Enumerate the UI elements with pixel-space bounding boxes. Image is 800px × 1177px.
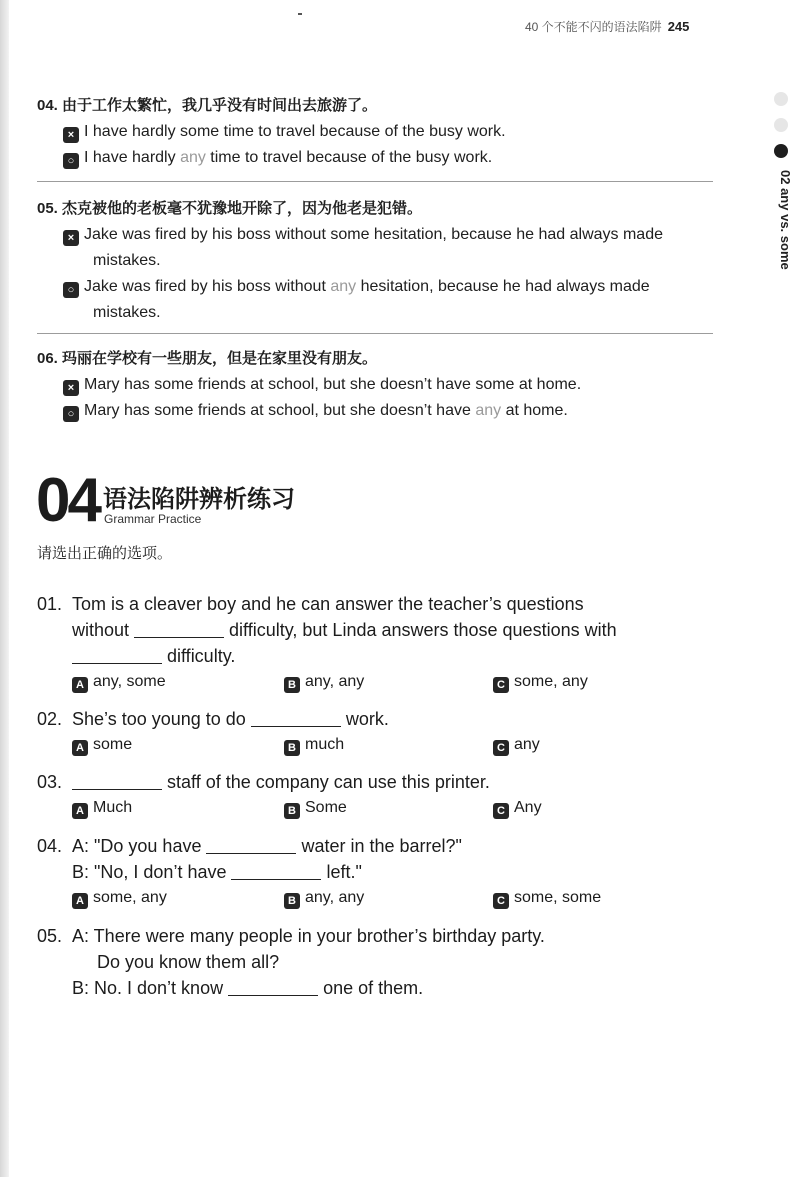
exercise-item: 05. A: There were many people in your brother’s birthday party. Do you know them all? B: No. I don’t know one of them. [37,923,727,1001]
example-question: 05. 杰克被他的老板毫不犹豫地开除了，因为他老是犯错。 [37,200,423,217]
option-a[interactable]: A some, any [72,885,167,911]
exercise-item: 02. She’s too young to do work. A some B much C any [37,706,727,756]
option-a-icon: A [72,803,88,819]
example-question: 06. 玛丽在学校有一些朋友，但是在家里没有朋友。 [37,350,378,367]
wrong-mark-icon: × [63,230,79,246]
option-c[interactable]: C any [493,732,540,758]
option-b-icon: B [284,677,300,693]
option-c-icon: C [493,893,509,909]
option-b[interactable]: B any, any [284,669,364,695]
wrong-mark-icon: × [63,127,79,143]
section-subtitle: Grammar Practice [104,512,202,526]
answer-blank[interactable] [134,621,224,638]
option-a[interactable]: A any, some [72,669,166,695]
tab-dot-icon [774,118,788,132]
option-b-icon: B [284,740,300,756]
tab-dot-icon [774,92,788,106]
exercise-item: 01. Tom is a cleaver boy and he can answer the teacher’s questions without difficulty, but Linda answers those questions with difficulty. A any, some B any, any C some, any [37,591,727,693]
section-title: 语法陷阱辨析练习 [103,486,295,513]
page-edge-shadow [0,0,9,1177]
tab-dot-active-icon [774,144,788,158]
exercise-item: 03. staff of the company can use this printer. A Much B Some C Any [37,769,727,819]
section-number: 04 [36,466,99,535]
right-mark-icon: ○ [63,406,79,422]
example-item [37,198,717,326]
right-mark-icon: ○ [63,153,79,169]
option-c-icon: C [493,740,509,756]
page-header [525,18,689,35]
option-c[interactable]: C some, some [493,885,601,911]
wrong-sentence: × Mary has some friends at school, but she doesn’t have some at home. [37,372,717,398]
right-sentence: ○ I have hardly any time to travel because of the busy work. [37,145,717,171]
right-mark-icon: ○ [63,282,79,298]
exercise-number: 02. [37,709,63,729]
scan-speck [298,13,302,15]
option-b-icon: B [284,803,300,819]
right-sentence: ○ Jake was fired by his boss without any hesitation, because he had always made mistakes. [37,274,717,326]
option-b[interactable]: B much [284,732,344,758]
example-question: 04. 由于工作太繁忙，我几乎没有时间出去旅游了。 [37,97,378,114]
option-c-icon: C [493,677,509,693]
exercise-number: 05. [37,926,63,946]
options-row [72,732,727,756]
highlight-word: any [180,149,206,166]
answer-blank[interactable] [231,863,321,880]
answer-blank[interactable] [228,979,318,996]
wrong-sentence: × Jake was fired by his boss without some hesitation, because he had always made mistakes. [37,222,717,274]
answer-blank[interactable] [72,647,162,664]
option-c[interactable]: C some, any [493,669,588,695]
divider [37,181,713,182]
example-item [37,348,717,424]
instruction: 请选出正确的选项。 [37,545,173,562]
wrong-sentence: × I have hardly some time to travel because of the busy work. [37,119,717,145]
answer-blank[interactable] [251,710,341,727]
header-title: 40 个不能不闪的语法陷阱 [525,20,662,34]
options-row [72,795,727,819]
divider [37,333,713,334]
side-tab-label: 02 any vs. some [778,170,793,270]
side-tab-dots [774,92,792,170]
option-b[interactable]: B Some [284,795,347,821]
option-c-icon: C [493,803,509,819]
example-item [37,95,717,171]
exercise-number: 01. [37,594,63,614]
exercise-number: 03. [37,772,63,792]
answer-blank[interactable] [72,773,162,790]
option-a-icon: A [72,677,88,693]
option-a[interactable]: A some [72,732,132,758]
option-a[interactable]: A Much [72,795,132,821]
highlight-word: any [475,402,502,419]
exercise-number: 04. [37,836,63,856]
option-b-icon: B [284,893,300,909]
exercise-item: 04. A: "Do you have water in the barrel?" B: "No, I don’t have left." A some, any B any, any C some, some [37,833,727,909]
option-b[interactable]: B any, any [284,885,364,911]
option-a-icon: A [72,893,88,909]
option-a-icon: A [72,740,88,756]
answer-blank[interactable] [206,837,296,854]
wrong-mark-icon: × [63,380,79,396]
highlight-word: any [330,278,357,295]
right-sentence: ○ Mary has some friends at school, but she doesn’t have any at home. [37,398,717,424]
option-c[interactable]: C Any [493,795,542,821]
options-row [72,669,727,693]
options-row [72,885,727,909]
page-number: 245 [667,19,690,34]
